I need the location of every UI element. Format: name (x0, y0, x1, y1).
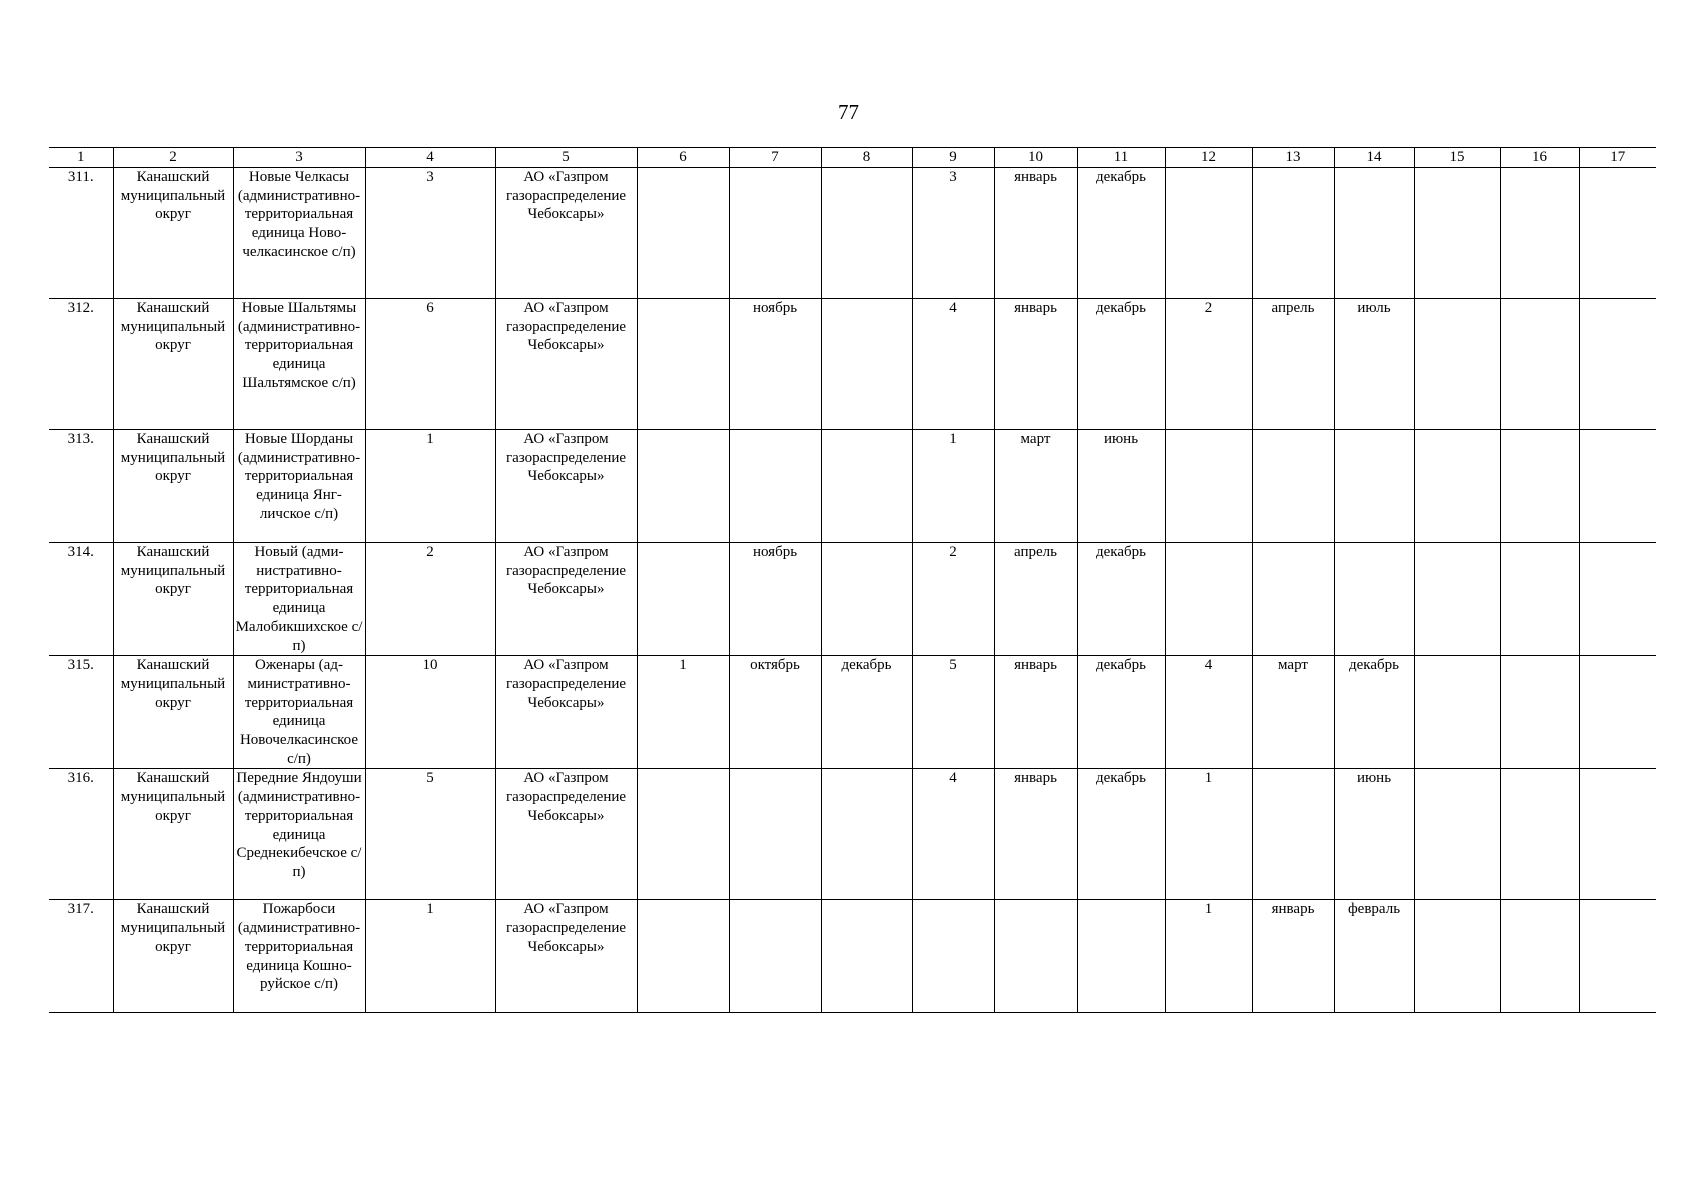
col13-cell: март (1252, 656, 1334, 769)
col11-cell: декабрь (1077, 168, 1165, 299)
col14-cell: июнь (1334, 769, 1414, 900)
page-number: 77 (838, 100, 859, 124)
column-header: 3 (233, 148, 365, 168)
district-cell: Канашский муниципальный округ (113, 430, 233, 543)
table-row (49, 769, 1656, 900)
district-cell: Канашский муниципальный округ (113, 168, 233, 299)
row-number: 315. (49, 656, 113, 769)
col13-cell: январь (1252, 900, 1334, 1013)
col7-cell (729, 769, 821, 900)
count-cell: 1 (365, 430, 495, 543)
count-cell: 10 (365, 656, 495, 769)
table-row (49, 900, 1656, 1013)
district-cell: Канашский муниципальный округ (113, 299, 233, 430)
settlement-cell: Новые Челкасы (административно-территориальная единица Новочелкасинское с/п) (233, 168, 365, 299)
col6-cell (637, 543, 729, 656)
district-cell: Канашский муниципальный округ (113, 543, 233, 656)
col9-cell: 4 (912, 299, 994, 430)
col16-cell (1500, 769, 1579, 900)
col7-cell (729, 900, 821, 1013)
table-row (49, 299, 1656, 430)
col6-cell (637, 299, 729, 430)
organization-cell: АО «Газпром газораспределение Чебоксары» (495, 430, 637, 543)
col17-cell (1579, 299, 1656, 430)
col14-cell (1334, 430, 1414, 543)
col15-cell (1414, 769, 1500, 900)
col10-cell: март (994, 430, 1077, 543)
col6-cell (637, 900, 729, 1013)
col13-cell (1252, 168, 1334, 299)
col7-cell: ноябрь (729, 543, 821, 656)
col13-cell (1252, 430, 1334, 543)
table-row (49, 168, 1656, 299)
column-header: 7 (729, 148, 821, 168)
settlement-cell: Пожарбоси (административно-территориальная единица Кошноруйское с/п) (233, 900, 365, 1013)
col14-cell: декабрь (1334, 656, 1414, 769)
district-cell: Канашский муниципальный округ (113, 656, 233, 769)
col8-cell (821, 168, 912, 299)
col12-cell: 1 (1165, 769, 1252, 900)
col15-cell (1414, 168, 1500, 299)
column-header: 6 (637, 148, 729, 168)
col12-cell (1165, 430, 1252, 543)
column-header: 10 (994, 148, 1077, 168)
column-header: 11 (1077, 148, 1165, 168)
col14-cell: июль (1334, 299, 1414, 430)
table-row (49, 543, 1656, 656)
col16-cell (1500, 168, 1579, 299)
col9-cell: 1 (912, 430, 994, 543)
col9-cell (912, 900, 994, 1013)
col10-cell: апрель (994, 543, 1077, 656)
col9-cell: 4 (912, 769, 994, 900)
settlement-cell: Оженары (административно-территориальная единица Новочелкасинское с/п) (233, 656, 365, 769)
count-cell: 5 (365, 769, 495, 900)
column-header: 9 (912, 148, 994, 168)
data-table (49, 147, 1656, 1013)
col7-cell (729, 168, 821, 299)
column-header: 15 (1414, 148, 1500, 168)
count-cell: 3 (365, 168, 495, 299)
col6-cell (637, 769, 729, 900)
organization-cell: АО «Газпром газораспределение Чебоксары» (495, 656, 637, 769)
col15-cell (1414, 656, 1500, 769)
organization-cell: АО «Газпром газораспределение Чебоксары» (495, 769, 637, 900)
col9-cell: 2 (912, 543, 994, 656)
row-number: 313. (49, 430, 113, 543)
column-header: 13 (1252, 148, 1334, 168)
row-number: 312. (49, 299, 113, 430)
table-row (49, 430, 1656, 543)
col12-cell: 4 (1165, 656, 1252, 769)
col7-cell (729, 430, 821, 543)
organization-cell: АО «Газпром газораспределение Чебоксары» (495, 543, 637, 656)
col16-cell (1500, 656, 1579, 769)
col12-cell: 2 (1165, 299, 1252, 430)
col7-cell: октябрь (729, 656, 821, 769)
col12-cell (1165, 543, 1252, 656)
table-row (49, 656, 1656, 769)
col17-cell (1579, 430, 1656, 543)
header-row (49, 148, 1656, 168)
count-cell: 6 (365, 299, 495, 430)
col7-cell: ноябрь (729, 299, 821, 430)
column-header: 14 (1334, 148, 1414, 168)
row-number: 317. (49, 900, 113, 1013)
col10-cell: январь (994, 769, 1077, 900)
column-header: 2 (113, 148, 233, 168)
col8-cell (821, 543, 912, 656)
col12-cell (1165, 168, 1252, 299)
settlement-cell: Новые Шальтямы (административно-территориальная единица Шальтямское с/п) (233, 299, 365, 430)
column-header: 4 (365, 148, 495, 168)
column-header: 12 (1165, 148, 1252, 168)
col17-cell (1579, 168, 1656, 299)
col14-cell: февраль (1334, 900, 1414, 1013)
column-header: 1 (49, 148, 113, 168)
col10-cell: январь (994, 656, 1077, 769)
col15-cell (1414, 299, 1500, 430)
count-cell: 1 (365, 900, 495, 1013)
col8-cell (821, 900, 912, 1013)
col16-cell (1500, 543, 1579, 656)
col8-cell (821, 769, 912, 900)
settlement-cell: Новые Шорданы (административно-территориальная единица Янгличское с/п) (233, 430, 365, 543)
column-header: 17 (1579, 148, 1656, 168)
col8-cell: декабрь (821, 656, 912, 769)
settlement-cell: Новый (административно-территориальная единица Малобикшихское с/п) (233, 543, 365, 656)
col11-cell: июнь (1077, 430, 1165, 543)
col11-cell: декабрь (1077, 656, 1165, 769)
col13-cell: апрель (1252, 299, 1334, 430)
col15-cell (1414, 900, 1500, 1013)
col9-cell: 3 (912, 168, 994, 299)
col16-cell (1500, 299, 1579, 430)
count-cell: 2 (365, 543, 495, 656)
col15-cell (1414, 430, 1500, 543)
row-number: 314. (49, 543, 113, 656)
organization-cell: АО «Газпром газораспределение Чебоксары» (495, 168, 637, 299)
organization-cell: АО «Газпром газораспределение Чебоксары» (495, 900, 637, 1013)
col6-cell: 1 (637, 656, 729, 769)
col17-cell (1579, 656, 1656, 769)
col15-cell (1414, 543, 1500, 656)
col8-cell (821, 299, 912, 430)
col14-cell (1334, 168, 1414, 299)
col11-cell: декабрь (1077, 543, 1165, 656)
col17-cell (1579, 900, 1656, 1013)
district-cell: Канашский муниципальный округ (113, 900, 233, 1013)
col11-cell: декабрь (1077, 299, 1165, 430)
row-number: 316. (49, 769, 113, 900)
col10-cell (994, 900, 1077, 1013)
column-header: 8 (821, 148, 912, 168)
col9-cell: 5 (912, 656, 994, 769)
col10-cell: январь (994, 168, 1077, 299)
col11-cell: декабрь (1077, 769, 1165, 900)
col13-cell (1252, 769, 1334, 900)
col6-cell (637, 430, 729, 543)
column-header: 5 (495, 148, 637, 168)
col16-cell (1500, 430, 1579, 543)
column-header: 16 (1500, 148, 1579, 168)
col12-cell: 1 (1165, 900, 1252, 1013)
district-cell: Канашский муниципальный округ (113, 769, 233, 900)
col14-cell (1334, 543, 1414, 656)
settlement-cell: Передние Яндоуши (административно-территориальная единица Среднекибечское с/п) (233, 769, 365, 900)
col11-cell (1077, 900, 1165, 1013)
row-number: 311. (49, 168, 113, 299)
col8-cell (821, 430, 912, 543)
col10-cell: январь (994, 299, 1077, 430)
col13-cell (1252, 543, 1334, 656)
col17-cell (1579, 543, 1656, 656)
col6-cell (637, 168, 729, 299)
col17-cell (1579, 769, 1656, 900)
organization-cell: АО «Газпром газораспределение Чебоксары» (495, 299, 637, 430)
col16-cell (1500, 900, 1579, 1013)
